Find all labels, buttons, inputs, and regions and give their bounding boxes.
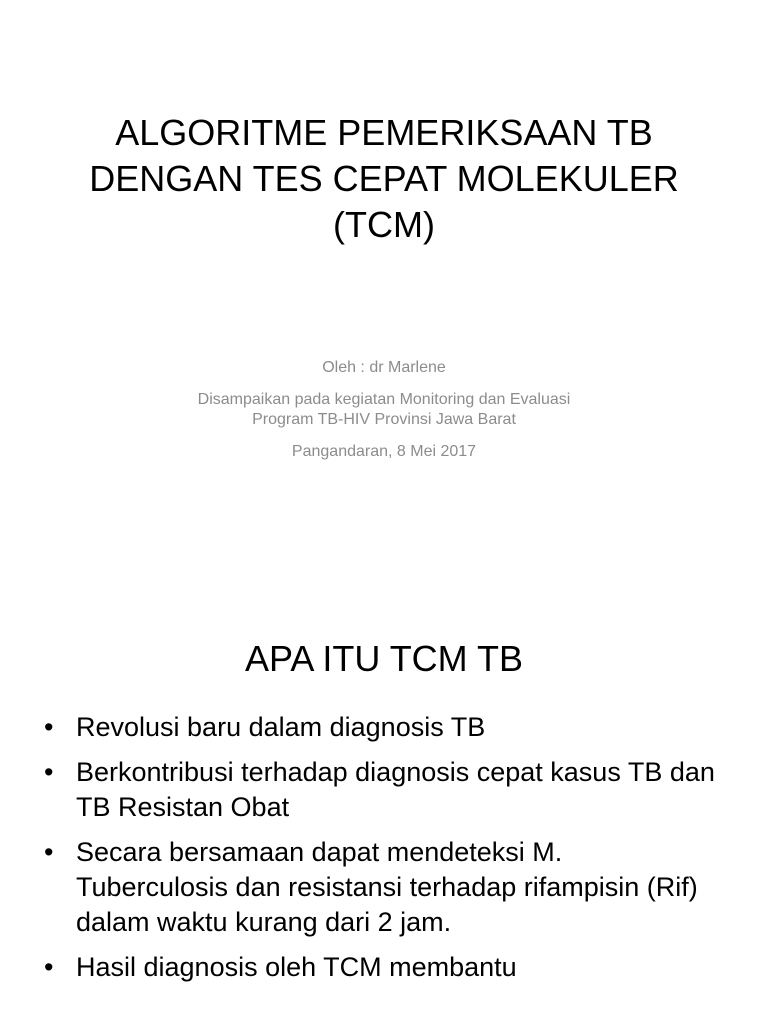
- bullet-item: • Revolusi baru dalam diagnosis TB: [40, 710, 720, 745]
- content-slide: [0, 576, 768, 1024]
- bullet-item: • Berkontribusi terhadap diagnosis cepat kasus TB dan TB Resistan Obat: [40, 755, 720, 825]
- slide-subtitle: [80, 358, 688, 474]
- event-line-1: Disampaikan pada kegiatan Monitoring dan Evaluasi: [197, 391, 571, 408]
- author-line: Oleh : dr Marlene: [322, 359, 446, 376]
- event-line: [80, 390, 688, 430]
- slide-title: APA ITU TCM TB: [244, 638, 524, 679]
- bullet-list: [40, 710, 720, 995]
- bullet-item: • Secara bersamaan dapat mendeteksi M. Tuberculosis dan resistansi terhadap rifampisin (Rif) dalam waktu kurang dari 2 jam.: [40, 835, 720, 940]
- place-date-line: Pangandaran, 8 Mei 2017: [291, 443, 477, 460]
- bullet-item: • Hasil diagnosis oleh TCM membantu: [40, 950, 720, 985]
- event-line-2: Program TB-HIV Provinsi Jawa Barat: [252, 411, 516, 428]
- slide-title: ALGORITME PEMERIKSAAN TB DENGAN TES CEPAT MOLEKULER (TCM): [89, 112, 679, 245]
